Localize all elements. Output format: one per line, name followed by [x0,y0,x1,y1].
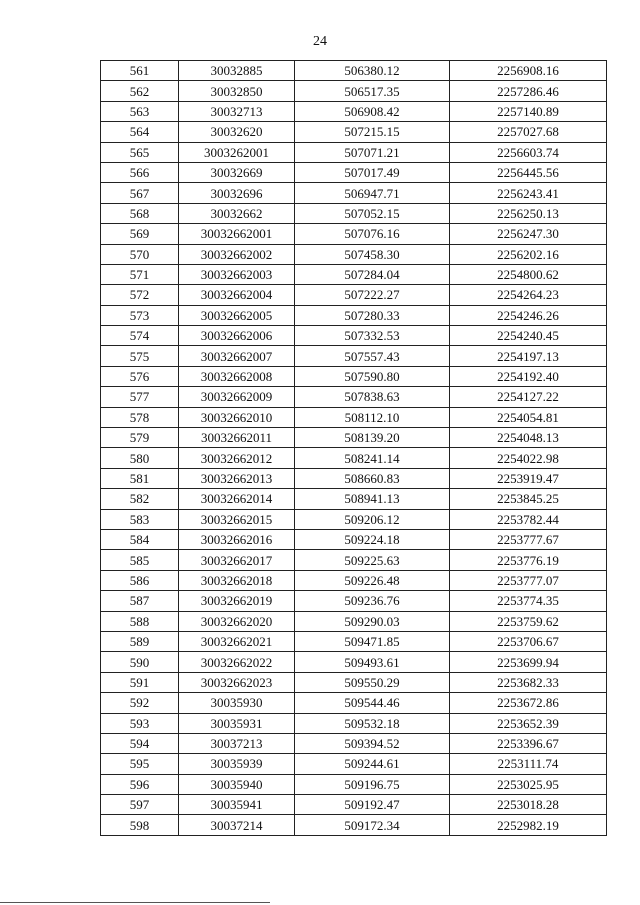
point-id-cell: 30032850 [179,81,295,101]
row-number-cell: 591 [101,672,179,692]
x-coordinate-cell: 509192.47 [295,795,450,815]
row-number-cell: 577 [101,387,179,407]
table-row [101,387,607,407]
y-coordinate-cell: 2253845.25 [450,489,607,509]
y-coordinate-cell: 2254048.13 [450,428,607,448]
table-row [101,183,607,203]
point-id-cell: 30032662023 [179,672,295,692]
point-id-cell: 30035931 [179,713,295,733]
row-number-cell: 596 [101,774,179,794]
row-number-cell: 588 [101,611,179,631]
x-coordinate-cell: 509236.76 [295,591,450,611]
point-id-cell: 30032662021 [179,631,295,651]
y-coordinate-cell: 2253025.95 [450,774,607,794]
y-coordinate-cell: 2256243.41 [450,183,607,203]
row-number-cell: 578 [101,407,179,427]
point-id-cell: 30032662011 [179,428,295,448]
row-number-cell: 579 [101,428,179,448]
table-row [101,448,607,468]
row-number-cell: 595 [101,754,179,774]
point-id-cell: 30032662012 [179,448,295,468]
table-row [101,733,607,753]
y-coordinate-cell: 2253699.94 [450,652,607,672]
y-coordinate-cell: 2253672.86 [450,693,607,713]
y-coordinate-cell: 2253776.19 [450,550,607,570]
table-row [101,244,607,264]
x-coordinate-cell: 509394.52 [295,733,450,753]
x-coordinate-cell: 507222.27 [295,285,450,305]
y-coordinate-cell: 2256445.56 [450,162,607,182]
y-coordinate-cell: 2253919.47 [450,468,607,488]
point-id-cell: 30032662019 [179,591,295,611]
point-id-cell: 30032662006 [179,326,295,346]
point-id-cell: 30032662 [179,203,295,223]
table-row [101,652,607,672]
table-row [101,591,607,611]
row-number-cell: 570 [101,244,179,264]
table-row [101,509,607,529]
y-coordinate-cell: 2254127.22 [450,387,607,407]
row-number-cell: 565 [101,142,179,162]
x-coordinate-cell: 508241.14 [295,448,450,468]
y-coordinate-cell: 2253782.44 [450,509,607,529]
x-coordinate-cell: 507590.80 [295,366,450,386]
table-row [101,285,607,305]
x-coordinate-cell: 507280.33 [295,305,450,325]
point-id-cell: 30032713 [179,101,295,121]
y-coordinate-cell: 2254197.13 [450,346,607,366]
point-id-cell: 30032662018 [179,570,295,590]
row-number-cell: 566 [101,162,179,182]
table-row [101,224,607,244]
point-id-cell: 30037214 [179,815,295,835]
y-coordinate-cell: 2253652.39 [450,713,607,733]
page-number: 24 [313,34,327,49]
row-number-cell: 562 [101,81,179,101]
row-number-cell: 594 [101,733,179,753]
row-number-cell: 597 [101,795,179,815]
table-row [101,142,607,162]
x-coordinate-cell: 506908.42 [295,101,450,121]
table-row [101,815,607,835]
y-coordinate-cell: 2253759.62 [450,611,607,631]
x-coordinate-cell: 507284.04 [295,264,450,284]
y-coordinate-cell: 2256247.30 [450,224,607,244]
y-coordinate-cell: 2253111.74 [450,754,607,774]
y-coordinate-cell: 2252982.19 [450,815,607,835]
x-coordinate-cell: 509532.18 [295,713,450,733]
x-coordinate-cell: 507076.16 [295,224,450,244]
row-number-cell: 593 [101,713,179,733]
table-row [101,489,607,509]
table-row [101,672,607,692]
table-row [101,162,607,182]
table-row [101,795,607,815]
point-id-cell: 30032885 [179,61,295,81]
y-coordinate-cell: 2254246.26 [450,305,607,325]
x-coordinate-cell: 509471.85 [295,631,450,651]
row-number-cell: 573 [101,305,179,325]
row-number-cell: 569 [101,224,179,244]
row-number-cell: 586 [101,570,179,590]
table-row [101,346,607,366]
table-row [101,81,607,101]
table-row [101,264,607,284]
point-id-cell: 30032662008 [179,366,295,386]
table-row [101,774,607,794]
point-id-cell: 30032662002 [179,244,295,264]
table-row [101,468,607,488]
point-id-cell: 30032696 [179,183,295,203]
x-coordinate-cell: 509206.12 [295,509,450,529]
table-row [101,305,607,325]
point-id-cell: 30032662020 [179,611,295,631]
y-coordinate-cell: 2254022.98 [450,448,607,468]
point-id-cell: 30032669 [179,162,295,182]
row-number-cell: 567 [101,183,179,203]
table-row [101,631,607,651]
point-id-cell: 30032620 [179,122,295,142]
x-coordinate-cell: 509225.63 [295,550,450,570]
coordinates-table [100,60,607,836]
row-number-cell: 571 [101,264,179,284]
point-id-cell: 30032662014 [179,489,295,509]
point-id-cell: 3003262001 [179,142,295,162]
table-row [101,101,607,121]
y-coordinate-cell: 2257027.68 [450,122,607,142]
y-coordinate-cell: 2254240.45 [450,326,607,346]
table-row [101,529,607,549]
point-id-cell: 30032662001 [179,224,295,244]
y-coordinate-cell: 2256202.16 [450,244,607,264]
row-number-cell: 585 [101,550,179,570]
y-coordinate-cell: 2256908.16 [450,61,607,81]
table-body [101,61,607,836]
x-coordinate-cell: 509290.03 [295,611,450,631]
point-id-cell: 30032662009 [179,387,295,407]
point-id-cell: 30032662022 [179,652,295,672]
table-row [101,550,607,570]
point-id-cell: 30032662010 [179,407,295,427]
point-id-cell: 30032662004 [179,285,295,305]
x-coordinate-cell: 509544.46 [295,693,450,713]
table-row [101,122,607,142]
row-number-cell: 576 [101,366,179,386]
x-coordinate-cell: 507458.30 [295,244,450,264]
row-number-cell: 583 [101,509,179,529]
y-coordinate-cell: 2254054.81 [450,407,607,427]
x-coordinate-cell: 507838.63 [295,387,450,407]
x-coordinate-cell: 506380.12 [295,61,450,81]
x-coordinate-cell: 509224.18 [295,529,450,549]
point-id-cell: 30032662013 [179,468,295,488]
x-coordinate-cell: 507052.15 [295,203,450,223]
y-coordinate-cell: 2256250.13 [450,203,607,223]
point-id-cell: 30032662005 [179,305,295,325]
x-coordinate-cell: 509550.29 [295,672,450,692]
table-row [101,61,607,81]
row-number-cell: 592 [101,693,179,713]
y-coordinate-cell: 2257286.46 [450,81,607,101]
row-number-cell: 590 [101,652,179,672]
x-coordinate-cell: 508660.83 [295,468,450,488]
y-coordinate-cell: 2253018.28 [450,795,607,815]
table-row [101,693,607,713]
x-coordinate-cell: 507071.21 [295,142,450,162]
x-coordinate-cell: 509196.75 [295,774,450,794]
row-number-cell: 574 [101,326,179,346]
table-row [101,428,607,448]
table-row [101,754,607,774]
row-number-cell: 563 [101,101,179,121]
table-row [101,407,607,427]
y-coordinate-cell: 2253706.67 [450,631,607,651]
table-row [101,713,607,733]
row-number-cell: 564 [101,122,179,142]
y-coordinate-cell: 2257140.89 [450,101,607,121]
row-number-cell: 582 [101,489,179,509]
y-coordinate-cell: 2253777.67 [450,529,607,549]
x-coordinate-cell: 509244.61 [295,754,450,774]
table-row [101,326,607,346]
row-number-cell: 561 [101,61,179,81]
row-number-cell: 598 [101,815,179,835]
y-coordinate-cell: 2253682.33 [450,672,607,692]
y-coordinate-cell: 2253774.35 [450,591,607,611]
x-coordinate-cell: 507557.43 [295,346,450,366]
point-id-cell: 30032662007 [179,346,295,366]
x-coordinate-cell: 506517.35 [295,81,450,101]
point-id-cell: 30035941 [179,795,295,815]
point-id-cell: 30032662016 [179,529,295,549]
table-row [101,570,607,590]
point-id-cell: 30032662003 [179,264,295,284]
row-number-cell: 572 [101,285,179,305]
x-coordinate-cell: 508941.13 [295,489,450,509]
point-id-cell: 30037213 [179,733,295,753]
point-id-cell: 30032662015 [179,509,295,529]
x-coordinate-cell: 508139.20 [295,428,450,448]
x-coordinate-cell: 509493.61 [295,652,450,672]
point-id-cell: 30032662017 [179,550,295,570]
y-coordinate-cell: 2254264.23 [450,285,607,305]
x-coordinate-cell: 507017.49 [295,162,450,182]
point-id-cell: 30035930 [179,693,295,713]
x-coordinate-cell: 507215.15 [295,122,450,142]
row-number-cell: 581 [101,468,179,488]
row-number-cell: 568 [101,203,179,223]
x-coordinate-cell: 509226.48 [295,570,450,590]
y-coordinate-cell: 2254192.40 [450,366,607,386]
y-coordinate-cell: 2254800.62 [450,264,607,284]
table-row [101,366,607,386]
footer-rule [0,902,270,903]
y-coordinate-cell: 2253777.07 [450,570,607,590]
x-coordinate-cell: 509172.34 [295,815,450,835]
table-row [101,611,607,631]
table-row [101,203,607,223]
x-coordinate-cell: 506947.71 [295,183,450,203]
y-coordinate-cell: 2253396.67 [450,733,607,753]
point-id-cell: 30035939 [179,754,295,774]
row-number-cell: 580 [101,448,179,468]
row-number-cell: 587 [101,591,179,611]
point-id-cell: 30035940 [179,774,295,794]
x-coordinate-cell: 507332.53 [295,326,450,346]
y-coordinate-cell: 2256603.74 [450,142,607,162]
row-number-cell: 589 [101,631,179,651]
row-number-cell: 575 [101,346,179,366]
row-number-cell: 584 [101,529,179,549]
x-coordinate-cell: 508112.10 [295,407,450,427]
